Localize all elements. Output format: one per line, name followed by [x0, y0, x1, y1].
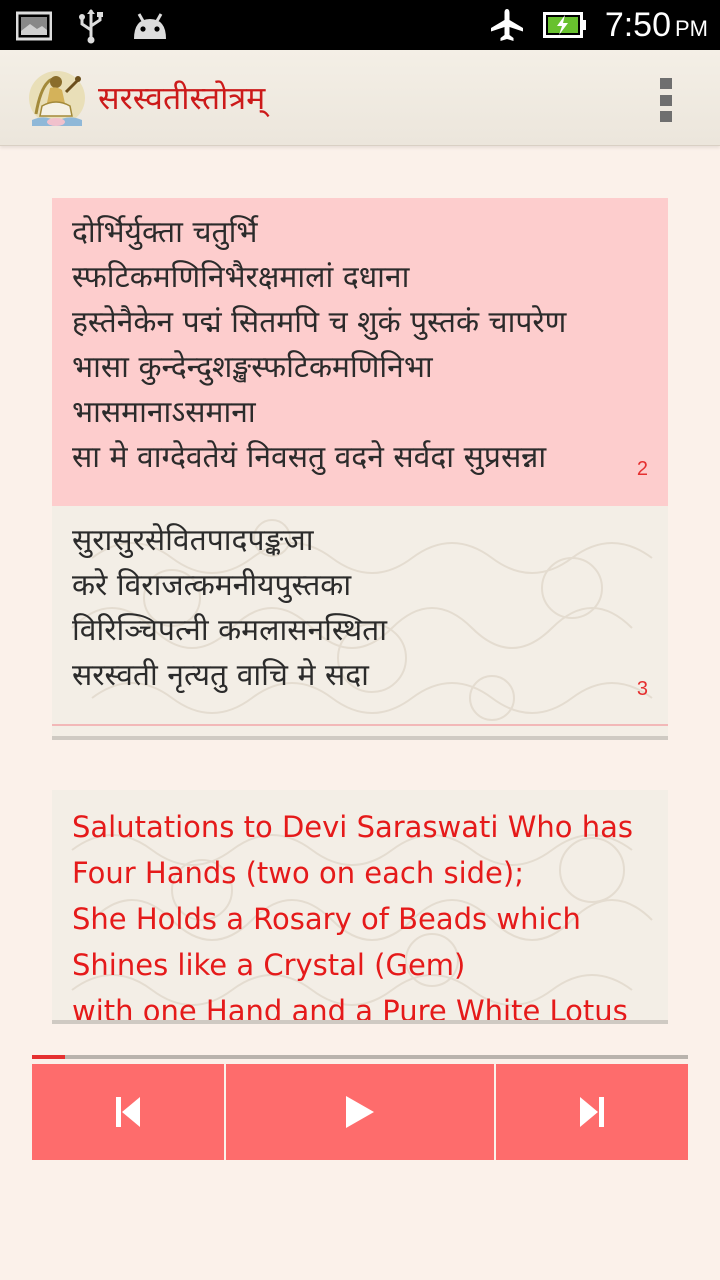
saraswati-logo-icon[interactable] — [26, 68, 88, 128]
system-icons — [489, 0, 708, 50]
play-icon — [345, 1095, 375, 1129]
notification-icons — [16, 8, 170, 44]
translation-line: Four Hands (two on each side); — [72, 856, 524, 890]
translation-card[interactable] — [52, 790, 668, 1024]
skip-next-icon — [580, 1096, 604, 1128]
android-debug-icon — [130, 11, 170, 41]
playback-progress-bar[interactable] — [32, 1055, 688, 1059]
play-button[interactable] — [226, 1064, 494, 1160]
skip-next-button[interactable] — [496, 1064, 688, 1160]
verse-number: 3 — [636, 678, 648, 700]
battery-charging-icon — [543, 12, 587, 38]
overflow-dot — [660, 95, 672, 106]
airplane-mode-icon — [489, 7, 525, 43]
verse-line: भासमानाऽसमाना — [72, 395, 256, 430]
action-bar — [0, 50, 720, 146]
playback-progress-fill — [32, 1055, 65, 1059]
status-bar — [0, 0, 720, 50]
verse-line: स्फटिकमणिनिभैरक्षमालां दधाना — [72, 260, 410, 295]
translation-line: Shines like a Crystal (Gem) — [72, 948, 466, 982]
clock-time: 7:50 — [604, 5, 671, 44]
verse-line: सरस्वती नृत्यतु वाचि मे सदा — [72, 658, 369, 693]
player-controls — [32, 1064, 688, 1160]
skip-previous-icon — [116, 1096, 140, 1128]
verse-number: 2 — [636, 458, 648, 480]
verse-line: भासा कुन्देन्दुशङ्खस्फटिकमणिनिभा — [72, 350, 433, 385]
verse-line: सा मे वाग्देवतेयं निवसतु वदने सर्वदा सुप्रसन्ना — [72, 440, 547, 475]
status-clock — [605, 6, 708, 45]
image-notification-icon — [16, 11, 52, 41]
overflow-menu-icon[interactable] — [660, 78, 674, 122]
verse-line: करे विराजत्कमनीयपुस्तका — [72, 568, 352, 603]
overflow-dot — [660, 111, 672, 122]
translation-text — [52, 790, 668, 1024]
skip-previous-button[interactable] — [32, 1064, 224, 1160]
clock-ampm: PM — [675, 15, 708, 41]
verse-card[interactable] — [52, 198, 668, 740]
app-title: सरस्वतीस्तोत्रम् — [98, 79, 266, 117]
verse-line: विरिञ्चिपत्नी कमलासनस्थिता — [72, 613, 388, 648]
verse-divider — [52, 724, 668, 726]
verse-line: हस्तेनैकेन पद्मं सितमपि च शुकं पुस्तकं चापरेण — [72, 305, 567, 340]
verse-line: दोर्भिर्युक्ता चतुर्भि — [72, 215, 258, 250]
verse-block-2[interactable] — [52, 198, 668, 506]
translation-line: with one Hand and a Pure White Lotus — [72, 994, 628, 1024]
verse-block-3[interactable] — [52, 506, 668, 728]
overflow-dot — [660, 78, 672, 89]
usb-icon — [78, 8, 104, 44]
translation-line: Salutations to Devi Saraswati Who has — [72, 810, 633, 844]
translation-line: She Holds a Rosary of Beads which — [72, 902, 581, 936]
verse-line: सुरासुरसेवितपादपङ्कजा — [72, 523, 314, 558]
